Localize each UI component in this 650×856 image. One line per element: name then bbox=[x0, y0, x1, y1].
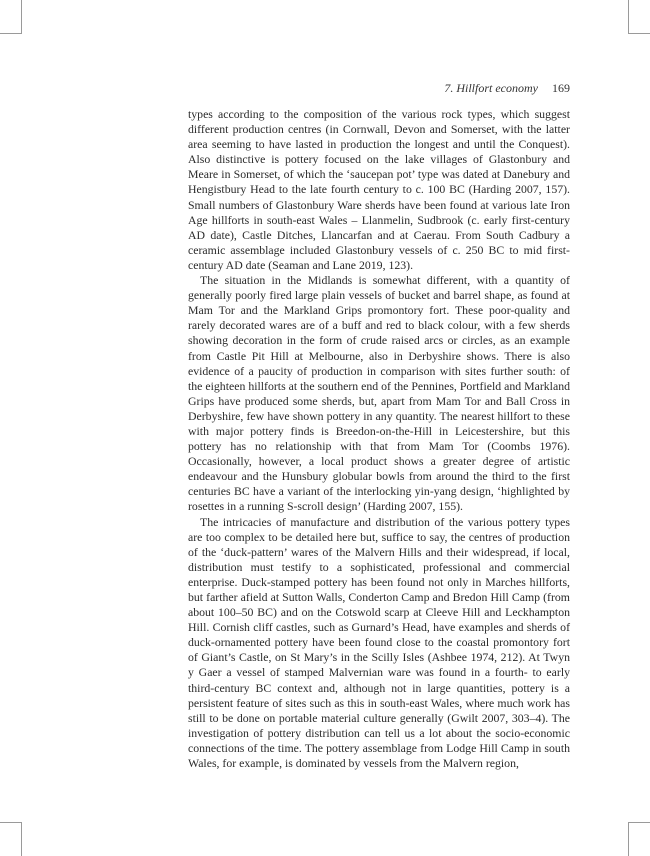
crop-mark bbox=[0, 33, 22, 34]
body-text bbox=[188, 107, 570, 771]
page-number: 169 bbox=[552, 81, 570, 95]
paragraph: types according to the composition of the various rock types, which suggest different production centres (in Cornwall, Devon and Somerset, with the latter area seeming to have lasted in production the longest and until the Conquest). Also distinctive is pottery focused on the lake villages of Glastonbury and Meare in Somerset, of which the ‘saucepan pot’ type was dated at Danebury and Hengistbury Head to the late fourth century to c. 100 BC (Harding 2007, 157). Small numbers of Glastonbury Ware sherds have been found at various late Iron Age hillforts in south-east Wales – Llanmelin, Sudbrook (c. early first-century AD date), Castle Ditches, Llancarfan and at Caerau. From South Cadbury a ceramic assemblage included Glastonbury vessels of c. 250 BC to mid first-century AD date (Seaman and Lane 2019, 123). bbox=[188, 107, 570, 272]
crop-mark bbox=[21, 822, 22, 856]
crop-mark bbox=[628, 0, 629, 34]
crop-mark bbox=[628, 33, 650, 34]
paragraph: The situation in the Midlands is somewhat different, with a quantity of generally poorly fired large plain vessels of bucket and barrel shape, as found at Mam Tor and the Markland Grips promontory fort. These poor-quality and rarely decorated wares are of a buff and red to black colour, with a few sherds showing decoration in the form of crude raised arcs or circles, as an example from Castle Pit Hill at Melbourne, also in Derbyshire shows. There is also evidence of a paucity of production in comparison with sites further south: of the eighteen hillforts at the southern end of the Pennines, Portfield and Markland Grips have produced some sherds, but, apart from Mam Tor and Ball Cross in Derbyshire, few have shown pottery in any quantity. The nearest hillfort to these with major pottery finds is Breedon-on-the-Hill in Leicestershire, but this pottery has no relationship with that from Mam Tor (Coombs 1976). Occasionally, however, a local product shows a greater degree of artistic endeavour and the Hunsbury globular bowls from around the third to the first centuries BC have a variant of the interlocking yin-yang design, ‘highlighted by rosettes in a running S-scroll design’ (Harding 2007, 155). bbox=[188, 273, 570, 514]
running-header bbox=[188, 81, 570, 95]
crop-mark bbox=[628, 822, 650, 823]
crop-mark bbox=[21, 0, 22, 34]
crop-mark bbox=[628, 822, 629, 856]
paragraph: The intricacies of manufacture and distribution of the various pottery types are too complex to be detailed here but, suffice to say, the centres of production of the ‘duck-pattern’ wares of the Malvern Hills and their widespread, if local, distribution must testify to a sophisticated, professional and commercial enterprise. Duck-stamped pottery has been found not only in Marches hillforts, but farther afield at Sutton Walls, Conderton Camp and Bredon Hill Camp (from about 100–50 BC) and on the Cotswold scarp at Cleeve Hill and Leckhampton Hill. Cornish cliff castles, such as Gurnard’s Head, have examples and sherds of duck-ornamented pottery have been found close to the coastal promontory fort of Giant’s Castle, on St Mary’s in the Scilly Isles (Ashbee 1974, 212). At Twyn y Gaer a vessel of stamped Malvernian ware was found in a fourth- to early third-century BC context and, although not in large quantities, pottery is a persistent feature of sites such as this in south-east Wales, where much work has still to be done on portable material culture generally (Gwilt 2007, 303–4). The investigation of pottery distribution can tell us a lot about the socio-economic connections of the time. The pottery assemblage from Lodge Hill Camp in south Wales, for example, is dominated by vessels from the Malvern region, bbox=[188, 514, 570, 771]
crop-mark bbox=[0, 822, 22, 823]
running-title: 7. Hillfort economy bbox=[444, 81, 538, 95]
